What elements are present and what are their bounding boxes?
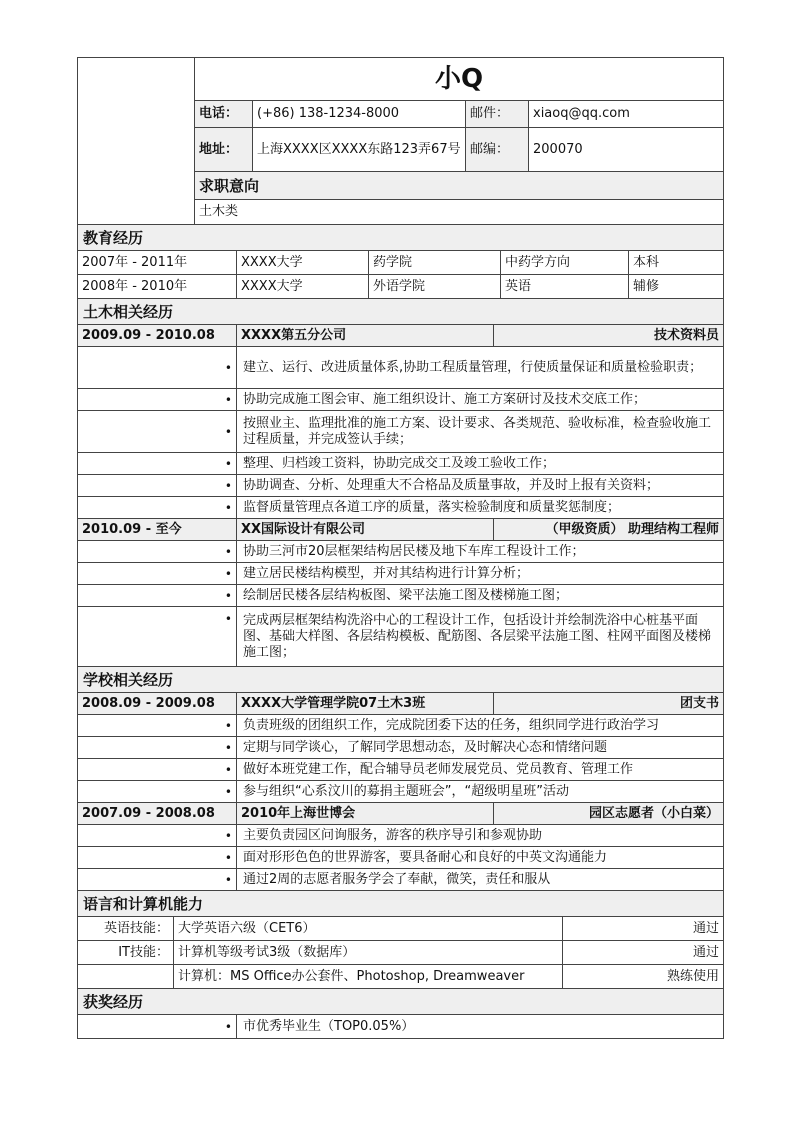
bullet: • (78, 1015, 237, 1039)
bullet: • (78, 781, 237, 803)
awards-title: 获奖经历 (78, 989, 724, 1015)
postcode-value: 200070 (529, 128, 724, 172)
bullet: • (78, 585, 237, 607)
skill-value: 计算机等级考试3级（数据库） (174, 941, 563, 965)
objective-value: 土木类 (195, 200, 724, 225)
list-item: 建立、运行、改进质量体系,协助工程质量管理，行使质量保证和质量检验职责； (237, 347, 724, 389)
edu-college: 药学院 (369, 251, 501, 275)
school-experience-table (77, 666, 724, 715)
edu-period: 2008年 - 2010年 (78, 275, 237, 299)
education-row (78, 275, 724, 299)
civil-job1-items (77, 346, 724, 519)
postcode-label: 邮编： (466, 128, 529, 172)
phone-value: (+86) 138-1234-8000 (253, 101, 466, 128)
edu-school: XXXX大学 (237, 251, 369, 275)
bullet: • (78, 541, 237, 563)
address-value: 上海XXXX区XXXX东路123弄67号 (253, 128, 466, 172)
edu-college: 外语学院 (369, 275, 501, 299)
resume (77, 57, 723, 1039)
list-item: 做好本班党建工作，配合辅导员老师发展党员、党员教育、管理工作 (237, 759, 724, 781)
skill-value: 大学英语六级（CET6） (174, 917, 563, 941)
list-item: 参与组织“心系汶川的募捐主题班会”，“超级明星班”活动 (237, 781, 724, 803)
address-label: 地址： (195, 128, 253, 172)
skills-title: 语言和计算机能力 (78, 891, 724, 917)
skill-label: IT技能： (78, 941, 174, 965)
civil-title: 土木相关经历 (78, 299, 724, 325)
job-role: 团支书 (494, 693, 724, 715)
list-item: 主要负责园区问询服务，游客的秩序导引和参观协助 (237, 825, 724, 847)
skills-table (77, 890, 724, 989)
bullet: • (78, 737, 237, 759)
job-period: 2008.09 - 2009.08 (78, 693, 237, 715)
education-row (78, 251, 724, 275)
school-job1-items (77, 714, 724, 803)
job-role: （甲级资质） 助理结构工程师 (494, 519, 724, 541)
header-table (77, 57, 724, 225)
list-item: 协助调查、分析、处理重大不合格品及质量事故，并及时上报有关资料； (237, 475, 724, 497)
bullet: • (78, 607, 237, 667)
phone-label: 电话： (195, 101, 253, 128)
job-period: 2009.09 - 2010.08 (78, 325, 237, 347)
objective-title: 求职意向 (195, 172, 724, 200)
job-company: XX国际设计有限公司 (237, 519, 494, 541)
civil-job2-header (77, 518, 724, 541)
bullet: • (78, 715, 237, 737)
bullet: • (78, 347, 237, 389)
school-job2-items (77, 824, 724, 891)
skill-status: 通过 (563, 917, 724, 941)
edu-major: 英语 (501, 275, 629, 299)
skill-status: 熟练使用 (563, 965, 724, 989)
bullet: • (78, 563, 237, 585)
job-org: 2010年上海世博会 (237, 803, 494, 825)
skill-value: 计算机：MS Office办公套件、Photoshop, Dreamweaver (174, 965, 563, 989)
job-company: XXXX第五分公司 (237, 325, 494, 347)
bullet: • (78, 389, 237, 411)
list-item: 负责班级的团组织工作，完成院团委下达的任务，组织同学进行政治学习 (237, 715, 724, 737)
photo-placeholder (78, 58, 195, 225)
skill-label (78, 965, 174, 989)
awards-table (77, 988, 724, 1039)
skill-label: 英语技能： (78, 917, 174, 941)
job-period: 2010.09 - 至今 (78, 519, 237, 541)
skill-status: 通过 (563, 941, 724, 965)
job-role: 园区志愿者（小白菜） (494, 803, 724, 825)
list-item: 通过2周的志愿者服务学会了奉献，微笑，责任和服从 (237, 869, 724, 891)
edu-degree: 本科 (629, 251, 724, 275)
bullet: • (78, 453, 237, 475)
bullet: • (78, 825, 237, 847)
civil-job2-items (77, 540, 724, 667)
job-period: 2007.09 - 2008.08 (78, 803, 237, 825)
school-title: 学校相关经历 (78, 667, 724, 693)
edu-major: 中药学方向 (501, 251, 629, 275)
email-value: xiaoq@qq.com (529, 101, 724, 128)
job-org: XXXX大学管理学院07土木3班 (237, 693, 494, 715)
list-item: 市优秀毕业生（TOP0.05%） (237, 1015, 724, 1039)
education-table (77, 224, 724, 299)
candidate-name: 小Q (195, 58, 724, 101)
list-item: 建立居民楼结构模型，并对其结构进行计算分析； (237, 563, 724, 585)
list-item: 完成两层框架结构洗浴中心的工程设计工作，包括设计并绘制洗浴中心桩基平面图、基础大样图、各层结构模板、配筋图、各层梁平法施工图、柱网平面图及楼梯施工图； (237, 607, 724, 667)
list-item: 整理、归档竣工资料，协助完成交工及竣工验收工作； (237, 453, 724, 475)
education-title: 教育经历 (78, 225, 724, 251)
list-item: 面对形形色色的世界游客，要具备耐心和良好的中英文沟通能力 (237, 847, 724, 869)
job-role: 技术资料员 (494, 325, 724, 347)
bullet: • (78, 411, 237, 453)
bullet: • (78, 847, 237, 869)
edu-degree: 辅修 (629, 275, 724, 299)
bullet: • (78, 497, 237, 519)
school-job2-header (77, 802, 724, 825)
bullet: • (78, 475, 237, 497)
list-item: 监督质量管理点各道工序的质量，落实检验制度和质量奖惩制度； (237, 497, 724, 519)
edu-school: XXXX大学 (237, 275, 369, 299)
edu-period: 2007年 - 2011年 (78, 251, 237, 275)
list-item: 协助完成施工图会审、施工组织设计、施工方案研讨及技术交底工作； (237, 389, 724, 411)
list-item: 按照业主、监理批准的施工方案、设计要求、各类规范、验收标准，检查验收施工过程质量，并完成签认手续； (237, 411, 724, 453)
list-item: 协助三河市20层框架结构居民楼及地下车库工程设计工作； (237, 541, 724, 563)
list-item: 绘制居民楼各层结构板图、梁平法施工图及楼梯施工图； (237, 585, 724, 607)
bullet: • (78, 759, 237, 781)
civil-experience-table (77, 298, 724, 347)
email-label: 邮件： (466, 101, 529, 128)
list-item: 定期与同学谈心，了解同学思想动态，及时解决心态和情绪问题 (237, 737, 724, 759)
bullet: • (78, 869, 237, 891)
